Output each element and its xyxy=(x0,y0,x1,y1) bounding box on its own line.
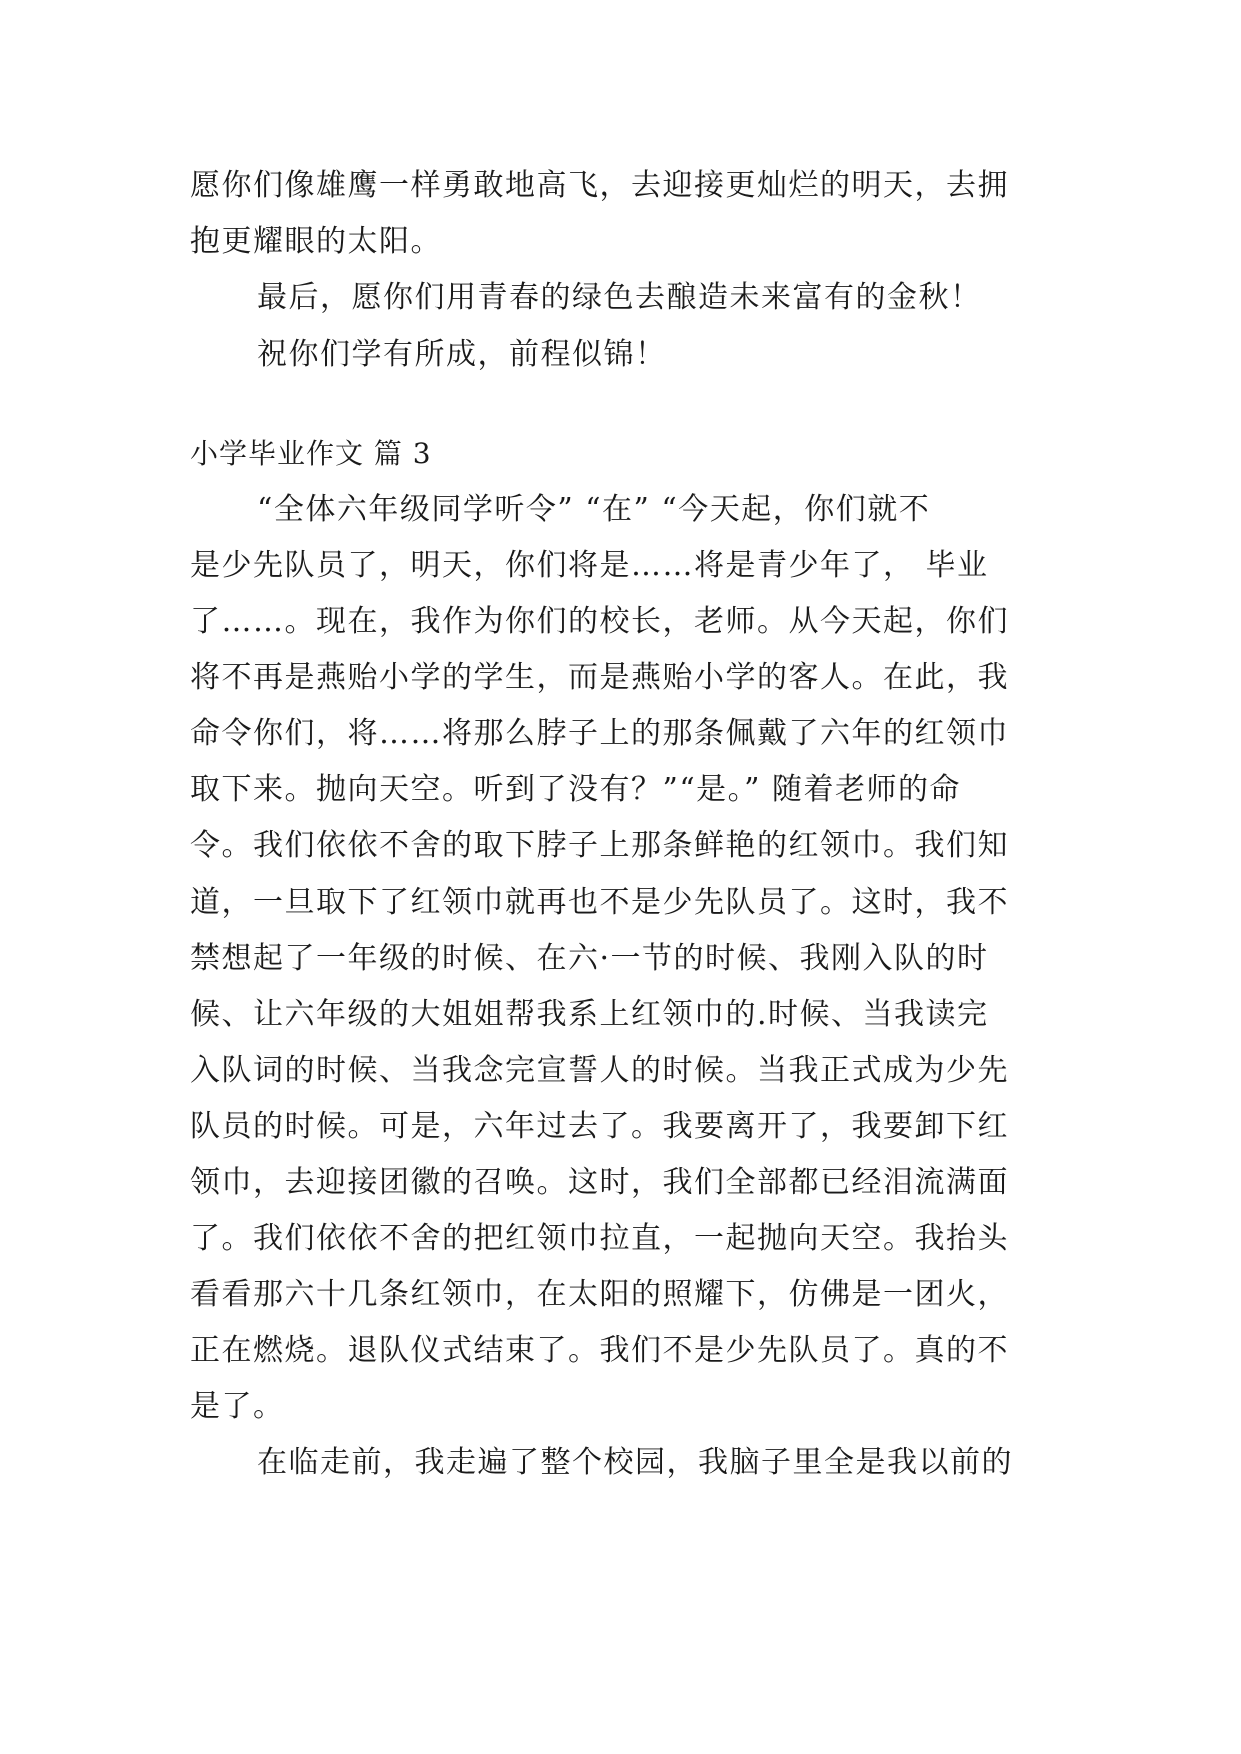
paragraph-line: 正在燃烧。退队仪式结束了。我们不是少先队员了。真的不 xyxy=(190,1333,1009,1368)
paragraph-line: 看看那六十几条红领巾，在太阳的照耀下，仿佛是一团火， xyxy=(190,1277,1009,1312)
paragraph-line: 禁想起了一年级的时候、在六·一节的时候、我刚入队的时 xyxy=(190,941,989,976)
paragraph-line: 领巾，去迎接团徽的召唤。这时，我们全部都已经泪流满面 xyxy=(190,1165,1009,1200)
paragraph-line: 将不再是燕贻小学的学生，而是燕贻小学的客人。在此，我 xyxy=(190,660,1009,695)
paragraph-line: 令。我们依依不舍的取下脖子上那条鲜艳的红领巾。我们知 xyxy=(190,828,1009,863)
paragraph-line: 候、让六年级的大姐姐帮我系上红领巾的.时候、当我读完 xyxy=(190,997,989,1032)
paragraph-line: 愿你们像雄鹰一样勇敢地高飞，去迎接更灿烂的明天，去拥 xyxy=(190,168,1009,203)
paragraph-line: 队员的时候。可是，六年过去了。我要离开了，我要卸下红 xyxy=(190,1109,1009,1144)
paragraph-line: 在临走前，我走遍了整个校园，我脑子里全是我以前的 xyxy=(257,1445,1013,1480)
section-heading: 小学毕业作文 篇 3 xyxy=(190,437,432,470)
paragraph-line: 最后，愿你们用青春的绿色去酿造未来富有的金秋！ xyxy=(257,280,982,315)
paragraph-line: “全体六年级同学听令” “在” “今天起，你们就不 xyxy=(257,492,931,527)
paragraph-line: 取下来。抛向天空。听到了没有？”“是。” 随着老师的命 xyxy=(190,772,962,807)
paragraph-line: 了……。现在，我作为你们的校长，老师。从今天起，你们 xyxy=(190,604,1009,639)
paragraph-line: 道，一旦取下了红领巾就再也不是少先队员了。这时，我不 xyxy=(190,885,1009,920)
paragraph-line: 了。我们依依不舍的把红领巾拉直，一起抛向天空。我抬头 xyxy=(190,1221,1009,1256)
paragraph-line: 命令你们，将……将那么脖子上的那条佩戴了六年的红领巾 xyxy=(190,716,1009,751)
paragraph-line: 入队词的时候、当我念完宣誓人的时候。当我正式成为少先 xyxy=(190,1053,1009,1088)
paragraph-line: 祝你们学有所成，前程似锦！ xyxy=(257,337,667,372)
paragraph-line: 是了。 xyxy=(190,1389,285,1424)
paragraph-line: 是少先队员了，明天，你们将是……将是青少年了， 毕业 xyxy=(190,548,989,583)
paragraph-line: 抱更耀眼的太阳。 xyxy=(190,224,442,259)
